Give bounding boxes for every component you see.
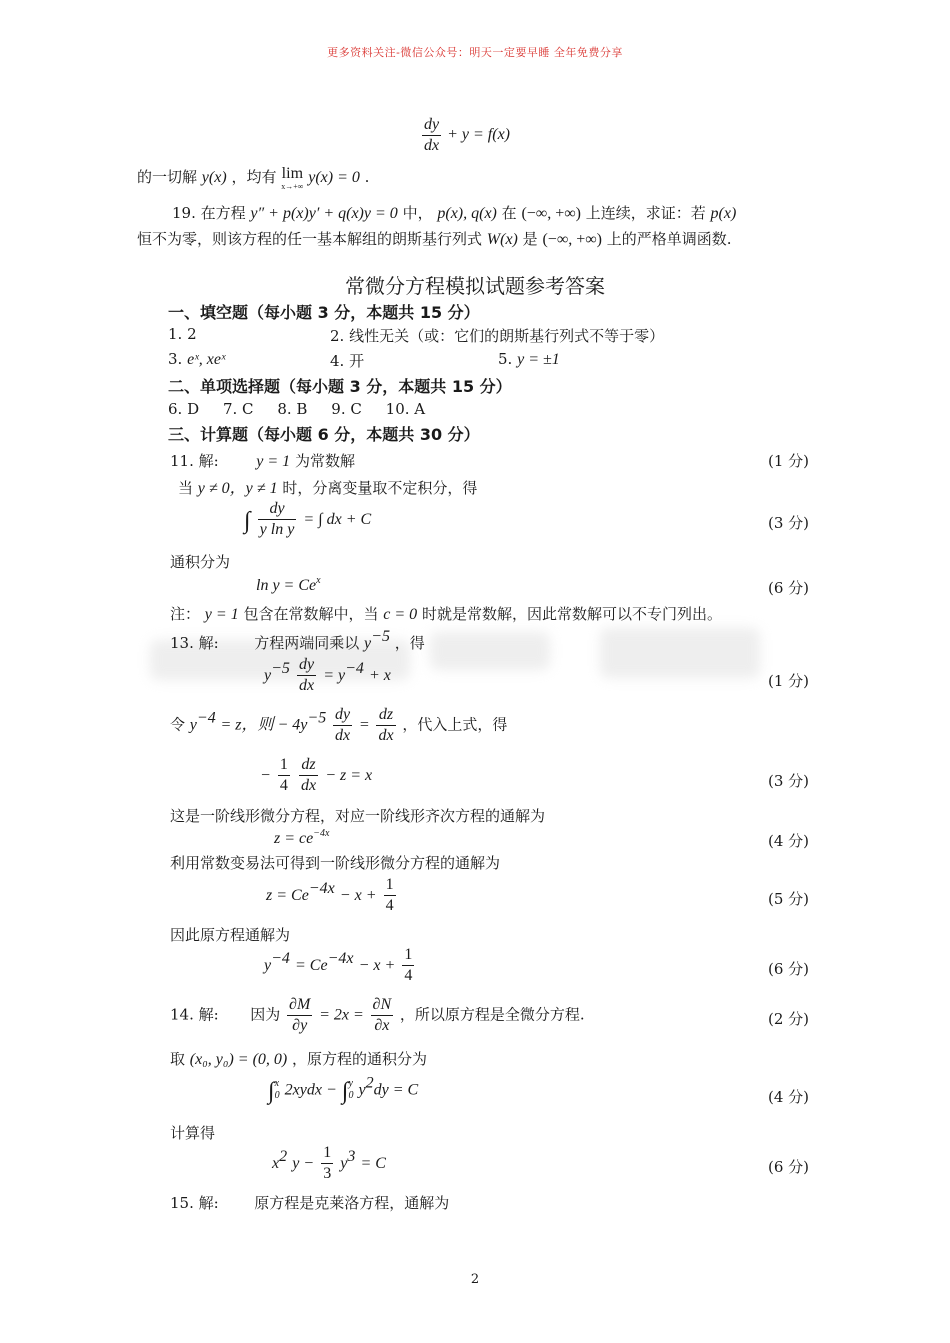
section-2-heading: 二、单项选择题（每小题 3 分，本题共 15 分） — [168, 377, 512, 396]
q13-eq2-num1: 1 — [278, 756, 290, 776]
q11-integral-equation: ∫ $\frac{dy}{\text{y ln y}}$ = ∫ dx + C — [244, 500, 372, 538]
q13-eq1-pre-sup: −5 — [271, 660, 290, 677]
q13-score-4: (5 分) — [768, 890, 810, 908]
prev-line-math-a: y(x) — [201, 169, 227, 186]
q14-line-1 — [170, 996, 585, 1035]
q14-int2-upper: y — [348, 1078, 353, 1089]
p19-text-a: 19. 在方程 — [172, 204, 246, 222]
q14-line-2 — [170, 1048, 427, 1069]
q11-note-b: 包含在常数解中，当 — [243, 605, 379, 623]
q11-line2-math: y ≠ 0，y ≠ 1 — [197, 480, 278, 497]
q13-linear-text: 这是一阶线形微分方程，对应一阶线形齐次方程的通解为 — [170, 807, 546, 825]
header-banner: 更多资料关注-微信公众号：明天一定要早睡 全年免费分享 — [327, 46, 623, 59]
scan-smudge-mid — [430, 632, 550, 670]
lim-under: x→+∞ — [281, 182, 304, 191]
q11-line-2 — [178, 475, 477, 498]
q14-label: 14. 解: — [170, 1005, 219, 1024]
q13-line-1 — [170, 628, 425, 653]
answers-title: 常微分方程模拟试题参考答案 — [345, 274, 605, 298]
section-3-heading: 三、计算题（每小题 6 分，本题共 30 分） — [168, 425, 480, 444]
q14-result — [272, 1144, 386, 1183]
q13-eq5-den: 4 — [404, 967, 413, 984]
q11-score-2: (3 分) — [768, 514, 810, 532]
q14-calc-label: 计算得 — [170, 1124, 216, 1142]
q13-equation-4 — [266, 876, 398, 915]
q11-note-a: 注： — [170, 605, 201, 623]
q13-equation-5 — [264, 946, 416, 985]
answer-2: 2. 线性无关（或：它们的朗斯基行列式不等于零） — [330, 327, 665, 345]
q11-general-eq-base: ln y = Ce — [256, 577, 317, 594]
q14-integral-equation: ∫ x 0 2xydx − ∫ y 0 $y^2dy = C$ — [268, 1074, 419, 1105]
q11-general-eq-sup: x — [316, 575, 321, 586]
q13-sub-den1: dx — [335, 727, 351, 744]
q13-score-1: (1 分) — [768, 672, 810, 690]
q13-equation-2 — [260, 756, 372, 795]
q15-text: 原方程是克莱洛方程，通解为 — [254, 1194, 450, 1212]
answer-5-label: 5. — [498, 350, 513, 368]
q13-eq5-sup1: −4 — [271, 950, 290, 967]
limit-expression — [281, 166, 303, 192]
q11-line-1 — [170, 450, 355, 471]
q13-eq1-num: dy — [297, 656, 316, 676]
q13-score-5: (6 分) — [768, 960, 810, 978]
prev-problem-line — [137, 166, 369, 192]
q13-eq3-base: z = ce — [274, 830, 314, 847]
q13-eq3-sup: −4x — [313, 828, 330, 839]
q14-line2-b: ，原方程的通积分为 — [292, 1050, 428, 1068]
q13-sub-b: = z，则 − 4y — [220, 716, 308, 734]
q11-line2-a: 当 — [178, 479, 194, 497]
q11-general-eq — [256, 577, 321, 595]
q14-score-3: (6 分) — [768, 1158, 810, 1176]
q13-sub-a: 令 — [170, 715, 186, 734]
page-number: 2 — [470, 1272, 480, 1287]
section-2-answers: 6. D 7. C 8. B 9. C 10. A — [168, 400, 426, 418]
q11-note-c: 时就是常数解，因此常数解可以不专门列出。 — [421, 605, 722, 623]
p19-wronskian: W(x) — [486, 231, 518, 248]
q13-eq2-rest: − z = x — [325, 767, 373, 784]
q13-eq5-sup2: −4x — [327, 950, 354, 967]
p19-interval-1: (−∞, +∞) — [521, 205, 581, 222]
p19-line2-text-b: 是 — [522, 230, 538, 248]
q14-res-b: y − — [292, 1155, 315, 1172]
answer-5-math: y = ±1 — [517, 351, 560, 368]
q13-line1-math: y — [364, 635, 372, 652]
q14-eq-c: dy = C — [373, 1081, 419, 1099]
answer-1: 1. 2 — [168, 325, 197, 343]
answer-3-label: 3. — [168, 350, 183, 368]
q13-line1-end: ，得 — [394, 634, 425, 652]
q14-num1: ∂M — [287, 996, 312, 1016]
problem-19-line-2 — [137, 228, 732, 249]
answer-5 — [498, 350, 560, 369]
q14-score-2: (4 分) — [768, 1088, 810, 1106]
q13-eq2-den2: dx — [300, 777, 317, 794]
answer-3-math: eˣ, xeˣ — [187, 351, 226, 368]
q14-den2: ∂x — [374, 1017, 390, 1034]
q13-eq1-rest-b: + x — [369, 667, 391, 684]
q13-eq5-c: − x + — [358, 957, 396, 974]
q13-variation-text: 利用常数变易法可得到一阶线形微分方程的通解为 — [170, 854, 501, 872]
prev-eq-num: dy — [422, 116, 441, 136]
q11-note-math: y = 1 — [204, 606, 239, 623]
q11-eq-rest: = ∫ dx + C — [303, 511, 372, 528]
q13-label: 13. 解: — [170, 634, 219, 652]
q13-eq4-b: − x + — [339, 887, 377, 904]
p19-math-equation: y″ + p(x)y′ + q(x)y = 0 — [250, 205, 398, 222]
q13-eq1-pre: y — [264, 667, 272, 684]
q14-eq-a: 2xydx − — [284, 1081, 337, 1099]
q13-eq2-num2: dz — [299, 756, 318, 776]
q14-line1-b: ，所以原方程是全微分方程. — [399, 1005, 585, 1024]
p19-interval-2: (−∞, +∞) — [542, 231, 602, 248]
q14-res-a: x — [272, 1155, 280, 1172]
q13-sub-sup: −4 — [196, 709, 216, 727]
p19-text-c: 在 — [501, 204, 517, 222]
q14-int2-lower: 0 — [348, 1090, 354, 1101]
p19-text-b: 中， — [402, 204, 433, 222]
q11-general-label: 通积分为 — [170, 553, 231, 571]
q14-mid: = 2x = — [319, 1006, 364, 1024]
q13-eq1-den: dx — [299, 677, 315, 694]
q14-eq-b-sup: 2 — [365, 1074, 374, 1092]
q13-eq4-a: z = Ce — [266, 887, 309, 904]
prev-eq-den: dx — [424, 137, 440, 154]
prev-line-text-a: 的一切解 — [137, 168, 198, 186]
q13-sub-sup2: −5 — [307, 709, 327, 727]
prev-line-end: . — [364, 168, 370, 186]
q14-line1-a: 因为 — [250, 1005, 281, 1024]
q13-final-text: 因此原方程通解为 — [170, 926, 291, 944]
q13-eq2-den1: 4 — [279, 777, 288, 794]
q13-eq5-a: y — [264, 957, 272, 974]
q13-sub-end: ，代入上式，得 — [402, 715, 508, 734]
q13-sub-eq: = — [358, 716, 370, 734]
p19-line2-text-c: 上的严格单调函数. — [606, 230, 732, 248]
q14-res-sup1: 2 — [279, 1148, 288, 1165]
q15-label: 15. 解: — [170, 1194, 219, 1212]
q13-equation-3 — [274, 830, 329, 848]
prev-line-math-b: y(x) = 0 — [308, 169, 360, 186]
section-1-heading: 一、填空题（每小题 3 分，本题共 15 分） — [168, 303, 480, 322]
prev-equation — [420, 116, 510, 155]
q13-sub-den2: dx — [378, 727, 394, 744]
answer-3 — [168, 350, 225, 369]
q14-res-c: y — [340, 1155, 348, 1172]
q14-int1-lower: 0 — [274, 1090, 280, 1101]
q11-eq-den: y ln y — [259, 521, 295, 538]
q13-eq5-b: = Ce — [295, 957, 328, 974]
q14-res-sup2: 3 — [347, 1148, 356, 1165]
q13-equation-1 — [264, 656, 391, 695]
q14-res-num: 1 — [321, 1144, 333, 1164]
q13-eq4-den: 4 — [385, 897, 394, 914]
q13-eq1-rest-sup: −4 — [345, 660, 364, 677]
q14-eq-b: y — [358, 1081, 366, 1099]
q11-text: 为常数解 — [294, 452, 355, 470]
q13-eq5-num: 1 — [402, 946, 414, 966]
q15-line — [170, 1192, 449, 1213]
q14-line2-a: 取 — [170, 1050, 186, 1068]
q14-res-den: 3 — [323, 1165, 332, 1182]
q13-sub-num1: dy — [333, 706, 352, 726]
scan-smudge-right — [600, 628, 760, 678]
q13-score-2: (3 分) — [768, 772, 810, 790]
p19-line2-text-a: 恒不为零，则该方程的任一基本解组的朗斯基行列式 — [137, 230, 483, 248]
q11-score-3: (6 分) — [768, 579, 810, 597]
q13-eq4-sup: −4x — [308, 880, 335, 897]
answer-4: 4. 开 — [330, 352, 365, 370]
q14-num2: ∂N — [371, 996, 394, 1016]
prev-line-text-b: ，均有 — [231, 168, 277, 186]
q13-sub-num2: dz — [376, 706, 395, 726]
q14-den1: ∂y — [292, 1017, 308, 1034]
q11-label: 11. 解: — [170, 452, 219, 470]
q13-eq4-num: 1 — [384, 876, 396, 896]
q11-eq-num: dy — [258, 500, 297, 520]
q11-line2-b: 时，分离变量取不定积分，得 — [282, 479, 478, 497]
p19-math-coeffs: p(x), q(x) — [437, 205, 497, 222]
prev-eq-rest: + y = f(x) — [447, 126, 511, 144]
q11-score-1: (1 分) — [768, 452, 810, 470]
problem-19-line-1 — [172, 202, 736, 223]
q14-int1-upper: x — [274, 1078, 280, 1089]
q14-res-d: = C — [360, 1155, 386, 1172]
q11-note — [170, 603, 722, 624]
q13-sub-math: y — [189, 716, 197, 734]
p19-text-d: 上连续，求证：若 — [585, 204, 706, 222]
q13-substitution — [170, 706, 507, 745]
q13-eq1-rest-a: = y — [323, 667, 346, 684]
q13-eq2-minus: − — [260, 767, 271, 784]
q13-line1-sup: −5 — [371, 628, 390, 645]
q14-score-1: (2 分) — [768, 1010, 810, 1028]
q13-score-3: (4 分) — [768, 832, 810, 850]
q11-math: y = 1 — [256, 453, 291, 470]
p19-math-p: p(x) — [710, 205, 737, 222]
lim-word: lim — [281, 165, 304, 182]
q11-note-math2: c = 0 — [383, 606, 418, 623]
q14-line2-math: (x₀, y₀) = (0, 0) — [189, 1051, 288, 1068]
q13-line1-text: 方程两端同乘以 — [254, 634, 360, 652]
